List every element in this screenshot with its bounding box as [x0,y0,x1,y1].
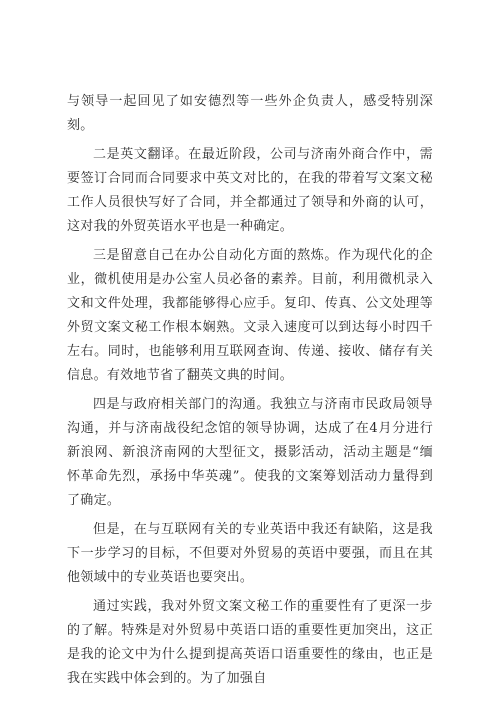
paragraph-1: 与领导一起回见了如安德烈等一些外企负责人，感受特别深刻。 [67,94,433,133]
paragraph-2: 二是英文翻译。在最近阶段，公司与济南外商合作中，需要签订合同而合同要求中英文对比的，在我的带着写文案文秘工作人员很快写好了合同，并全都通过了领导和外商的认可，这对我的外贸英语水平也是一种确定。 [67,147,433,234]
document-body [67,90,433,696]
paragraph-3: 三是留意自己在办公自动化方面的熬炼。作为现代化的企业，微机使用是办公室人员必备的素养。目前，利用微机录入文和文件处理，我都能够得心应手。复印、传真、公文处理等外贸文案文秘工作根本娴熟。文录入速度可以到达每小时四千左右。同时，也能够利用互联网查询、传递、接收、储存有关信息。有效地节省了翻英文典的时间。 [67,248,433,383]
paragraph-4: 四是与政府相关部门的沟通。我独立与济南市民政局领导沟通，并与济南战役纪念馆的领导协调，达成了在4月分进行新浪网、新浪济南网的大型征文，摄影活动，活动主题是“缅怀革命先烈，承扬中华英魂”。使我的文案筹划活动力量得到了确定。 [67,397,433,508]
paragraph-5: 但是，在与互联网有关的专业英语中我还有缺陷，这是我下一步学习的目标，不但要对外贸易的英语中要强，而且在其他领域中的专业英语也要突出。 [67,522,433,585]
paragraph-6: 通过实践，我对外贸文案文秘工作的重要性有了更深一步的了解。特殊是对外贸易中英语口语的重要性更加突出，这正是我的论文中为什么提到提高英语口语重要性的缘由，也正是我在实践中体会到的。为了加强自 [67,599,433,686]
